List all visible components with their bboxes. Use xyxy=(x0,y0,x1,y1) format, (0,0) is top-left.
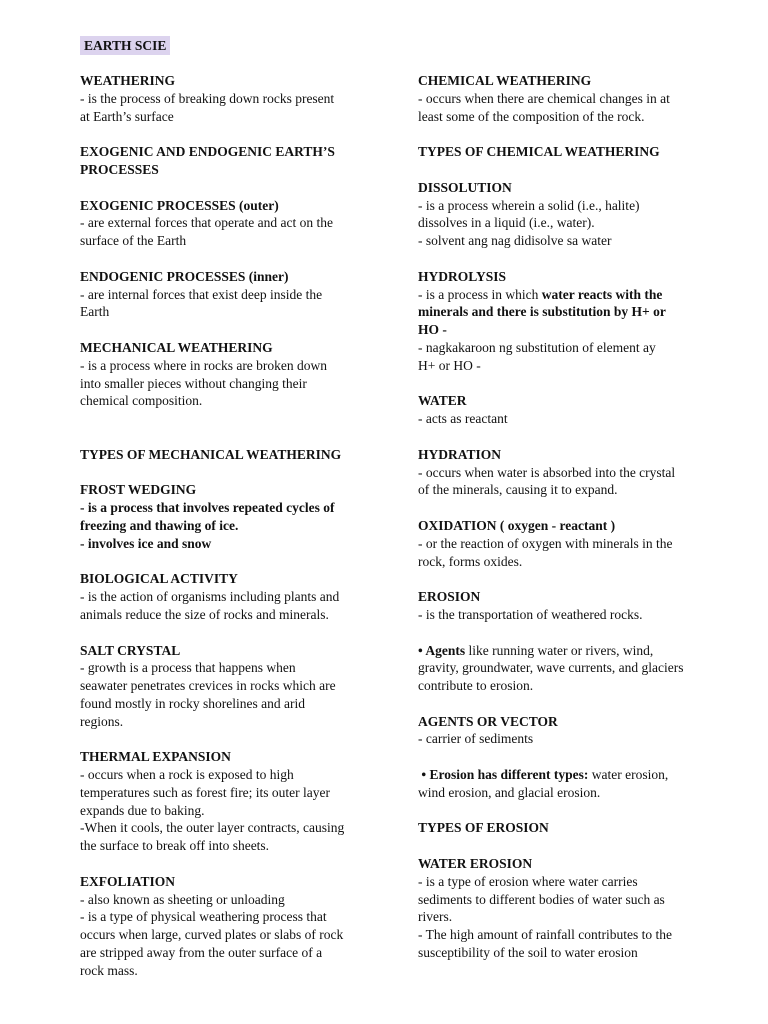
section-heading: EXOGENIC AND ENDOGENIC EARTH’S xyxy=(80,144,335,160)
body-text-bold: • Erosion has different types: xyxy=(418,767,589,783)
section-heading: PROCESSES xyxy=(80,161,159,177)
section-heading: WATER EROSION xyxy=(418,856,533,872)
body-text: rivers. xyxy=(418,909,453,925)
body-text-fragment: - is a process in which xyxy=(418,286,542,302)
section-heading: SALT CRYSTAL xyxy=(80,642,181,658)
section-heading: OXIDATION ( oxygen - reactant ) xyxy=(418,517,616,533)
body-text: wind erosion, and glacial erosion. xyxy=(418,784,601,800)
body-text: - carrier of sediments xyxy=(418,731,534,747)
section-heading: HYDRATION xyxy=(418,446,502,462)
body-text: gravity, groundwater, wave currents, and glaciers xyxy=(418,660,684,676)
section-heading: CHEMICAL WEATHERING xyxy=(418,73,592,88)
body-text: seawater penetrates crevices in rocks which are xyxy=(80,678,336,694)
body-text: - is a type of physical weathering process that xyxy=(80,909,327,925)
body-text: - acts as reactant xyxy=(418,411,508,427)
body-text: into smaller pieces without changing their xyxy=(80,375,307,391)
section-heading: EXOGENIC PROCESSES (outer) xyxy=(80,197,279,213)
section-heading: TYPES OF CHEMICAL WEATHERING xyxy=(418,144,660,160)
section-heading: EXFOLIATION xyxy=(80,873,176,889)
body-text: occurs when large, curved plates or slabs of rock xyxy=(80,927,344,943)
body-text xyxy=(418,642,718,660)
body-text: - solvent ang nag didisolve sa water xyxy=(418,233,612,249)
body-text: -When it cools, the outer layer contracts, causing xyxy=(80,820,345,836)
body-text: - also known as sheeting or unloading xyxy=(80,891,285,907)
body-text: HO - xyxy=(418,322,447,338)
section-heading: FROST WEDGING xyxy=(80,482,197,498)
right-column xyxy=(418,72,718,962)
body-text: - involves ice and snow xyxy=(80,535,212,551)
body-text: - occurs when water is absorbed into the crystal xyxy=(418,464,676,480)
body-text: minerals and there is substitution by H+ or xyxy=(418,304,666,320)
section-heading: ENDOGENIC PROCESSES (inner) xyxy=(80,268,289,284)
body-text: - occurs when a rock is exposed to high xyxy=(80,767,294,783)
body-text: - is a process that involves repeated cycles of xyxy=(80,500,335,516)
body-text: regions. xyxy=(80,713,124,729)
body-text-fragment: water erosion, xyxy=(588,767,669,783)
section-heading: THERMAL EXPANSION xyxy=(80,749,231,765)
section-heading: WEATHERING xyxy=(80,73,176,88)
body-text: sediments to different bodies of water such as xyxy=(418,891,665,907)
body-text: - occurs when there are chemical changes in at xyxy=(418,90,670,106)
section-heading: WATER xyxy=(418,393,467,409)
body-text: surface of the Earth xyxy=(80,233,187,249)
body-text: - is a type of erosion where water carries xyxy=(418,873,638,889)
body-text: - or the reaction of oxygen with minerals in the xyxy=(418,535,673,551)
body-text-fragment: like running water or rivers, wind, xyxy=(465,642,654,658)
body-text: - is a process where in rocks are broken down xyxy=(80,357,328,373)
section-heading: MECHANICAL WEATHERING xyxy=(80,339,273,355)
body-text: - is the transportation of weathered rocks. xyxy=(418,606,643,622)
body-text: the surface to break off into sheets. xyxy=(80,838,270,854)
body-text: - are external forces that operate and act on the xyxy=(80,215,333,231)
body-text: - are internal forces that exist deep inside the xyxy=(80,286,323,302)
body-text: are stripped away from the outer surface of a xyxy=(80,945,323,961)
left-column xyxy=(80,72,400,980)
body-text: dissolves in a liquid (i.e., water). xyxy=(418,215,595,231)
body-text: found mostly in rocky shorelines and arid xyxy=(80,695,305,711)
section-heading: EROSION xyxy=(418,589,481,605)
page-title: EARTH SCIE xyxy=(80,36,170,55)
section-heading: TYPES OF MECHANICAL WEATHERING xyxy=(80,446,342,462)
body-text: susceptibility of the soil to water erosion xyxy=(418,945,638,961)
body-text: - The high amount of rainfall contributes to the xyxy=(418,927,672,943)
section-heading: TYPES OF EROSION xyxy=(418,820,549,836)
body-text: expands due to baking. xyxy=(80,802,205,818)
body-text: contribute to erosion. xyxy=(418,678,534,694)
body-text: rock, forms oxides. xyxy=(418,553,523,569)
body-text xyxy=(418,766,718,784)
body-text: Earth xyxy=(80,304,110,320)
body-text: freezing and thawing of ice. xyxy=(80,517,239,533)
body-text: temperatures such as forest fire; its outer layer xyxy=(80,784,331,800)
section-heading: AGENTS OR VECTOR xyxy=(418,713,558,729)
section-heading: BIOLOGICAL ACTIVITY xyxy=(80,571,238,587)
section-heading: DISSOLUTION xyxy=(418,179,512,195)
body-text: rock mass. xyxy=(80,962,138,978)
section-heading: HYDROLYSIS xyxy=(418,268,507,284)
body-text: - growth is a process that happens when xyxy=(80,660,296,676)
body-text: least some of the composition of the rock. xyxy=(418,108,645,124)
body-text: of the minerals, causing it to expand. xyxy=(418,482,618,498)
body-text: at Earth’s surface xyxy=(80,108,174,124)
body-text: - is the process of breaking down rocks present xyxy=(80,90,335,106)
body-text: H+ or HO - xyxy=(418,357,481,373)
body-text: - is the action of organisms including plants and xyxy=(80,589,340,605)
body-text xyxy=(418,286,718,304)
body-text-bold: water reacts with the xyxy=(541,286,663,302)
body-text: animals reduce the size of rocks and minerals. xyxy=(80,606,329,622)
body-text-bold: • Agents xyxy=(418,642,466,658)
body-text: - nagkakaroon ng substitution of element ay xyxy=(418,339,656,355)
body-text: chemical composition. xyxy=(80,393,203,409)
body-text: - is a process wherein a solid (i.e., halite) xyxy=(418,197,640,213)
